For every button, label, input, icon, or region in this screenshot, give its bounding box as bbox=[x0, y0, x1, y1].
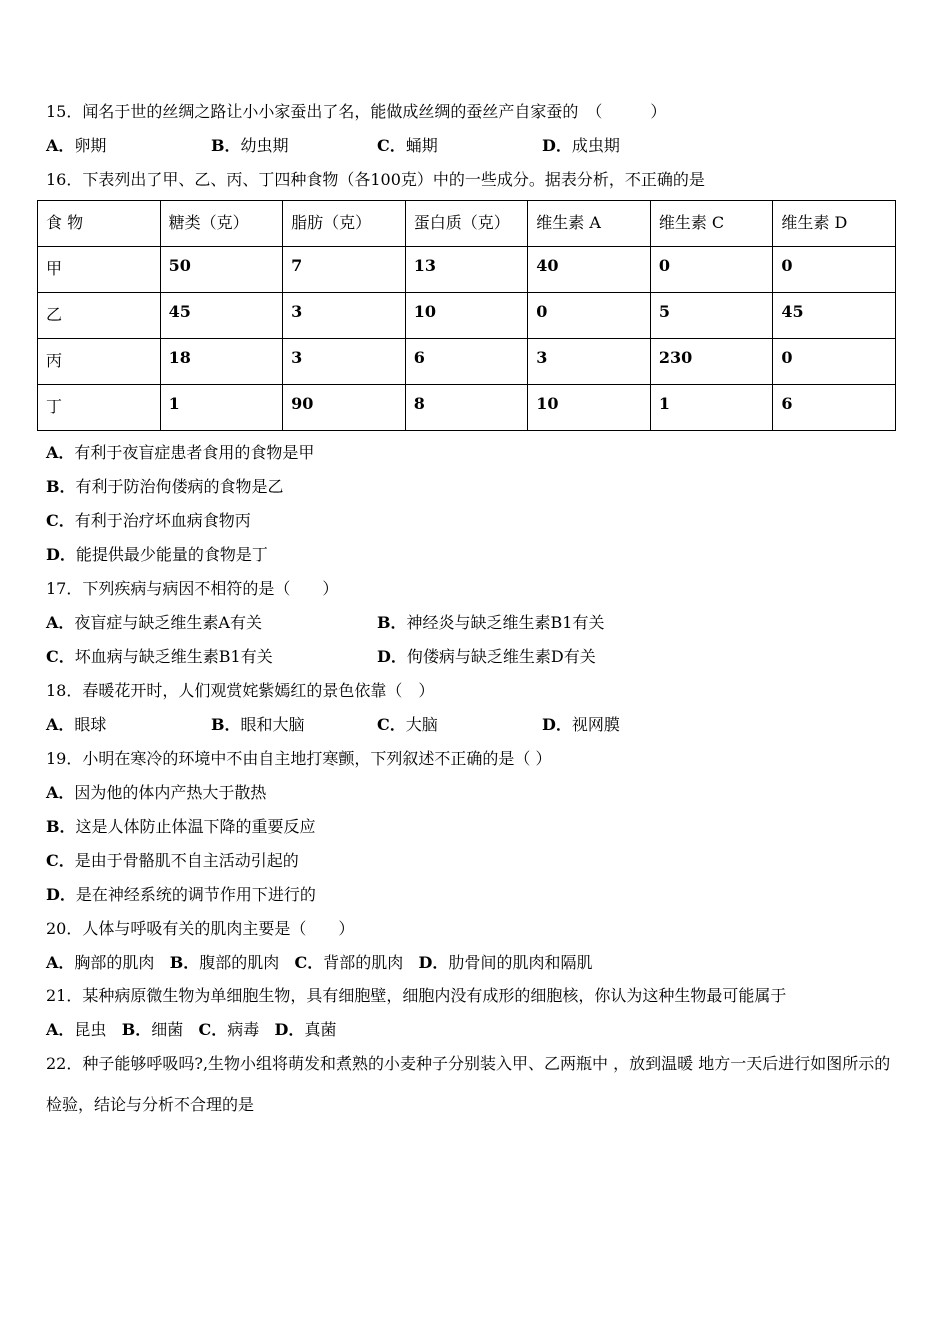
question-15-stem: 15．闻名于世的丝绸之路让小小家蚕出了名，能做成丝绸的蚕丝产自家蚕的 （ ） bbox=[46, 102, 667, 121]
q17-option-b bbox=[377, 613, 604, 633]
option-label: B． bbox=[211, 136, 241, 155]
option-label: C． bbox=[294, 953, 324, 972]
table-header-cell: 维生素 A bbox=[528, 201, 651, 247]
option-label: A． bbox=[46, 613, 75, 632]
option-text: 胸部的肌肉 bbox=[74, 953, 155, 972]
q15-option-a bbox=[46, 136, 106, 156]
option-label: A． bbox=[46, 783, 75, 802]
option-label: A． bbox=[46, 1020, 75, 1039]
question-22-stem: 22．种子能够呼吸吗?,生物小组将萌发和煮熟的小麦种子分别装入甲、乙两瓶中 ，放到温暖 地方一天后进行如图所示的检验，结论与分析不合理的是 bbox=[46, 1054, 891, 1114]
option-text: 幼虫期 bbox=[240, 136, 289, 155]
option-text: 是在神经系统的调节作用下进行的 bbox=[75, 885, 316, 904]
table-cell: 5 bbox=[650, 293, 773, 339]
q15-option-b bbox=[211, 136, 289, 156]
question-19-stem: 19．小明在寒冷的环境中不由自主地打寒颤，下列叙述不正确的是（ ） bbox=[46, 749, 552, 768]
table-cell: 1 bbox=[650, 385, 773, 431]
option-label: B． bbox=[211, 715, 241, 734]
option-text: 这是人体防止体温下降的重要反应 bbox=[75, 817, 316, 836]
option-text: 佝偻病与缺乏维生素D有关 bbox=[406, 647, 596, 666]
q18-option-d bbox=[542, 715, 620, 735]
table-header-cell: 蛋白质（克） bbox=[405, 201, 528, 247]
table-cell: 10 bbox=[528, 385, 651, 431]
option-text: 因为他的体内产热大于散热 bbox=[74, 783, 267, 802]
table-cell: 6 bbox=[405, 339, 528, 385]
table-cell: 3 bbox=[528, 339, 651, 385]
table-row bbox=[38, 385, 896, 431]
table-cell: 7 bbox=[283, 247, 406, 293]
option-label: D． bbox=[377, 647, 407, 666]
option-text: 坏血病与缺乏维生素B1有关 bbox=[74, 647, 273, 666]
table-cell: 1 bbox=[160, 385, 283, 431]
table-cell: 10 bbox=[405, 293, 528, 339]
table-cell: 90 bbox=[283, 385, 406, 431]
table-cell: 18 bbox=[160, 339, 283, 385]
option-text: 真菌 bbox=[304, 1020, 337, 1039]
table-row bbox=[38, 247, 896, 293]
option-label: D． bbox=[542, 715, 572, 734]
option-text: 大脑 bbox=[405, 715, 438, 734]
table-header-cell: 食 物 bbox=[38, 201, 161, 247]
table-cell: 45 bbox=[773, 293, 896, 339]
table-header-row bbox=[38, 201, 896, 247]
q21-options-row bbox=[46, 1020, 336, 1040]
q16-option-b bbox=[46, 477, 284, 497]
table-cell: 0 bbox=[773, 247, 896, 293]
q19-option-b bbox=[46, 817, 316, 837]
option-text: 病毒 bbox=[227, 1020, 260, 1039]
table-header-cell: 脂肪（克） bbox=[283, 201, 406, 247]
option-label: B． bbox=[121, 1020, 152, 1039]
option-label: D． bbox=[418, 953, 449, 972]
table-header-cell: 维生素 C bbox=[650, 201, 773, 247]
table-row bbox=[38, 339, 896, 385]
option-text: 腹部的肌肉 bbox=[199, 953, 280, 972]
table-cell: 3 bbox=[283, 339, 406, 385]
option-text: 视网膜 bbox=[571, 715, 620, 734]
question-21-stem: 21．某种病原微生物为单细胞生物，具有细胞壁，细胞内没有成形的细胞核，你认为这种生物最可能属于 bbox=[46, 986, 787, 1005]
q16-option-d bbox=[46, 545, 268, 565]
option-text: 细菌 bbox=[151, 1020, 184, 1039]
option-text: 昆虫 bbox=[74, 1020, 107, 1039]
nutrition-table bbox=[37, 200, 896, 431]
option-text: 是由于骨骼肌不自主活动引起的 bbox=[74, 851, 299, 870]
option-label: C． bbox=[198, 1020, 228, 1039]
q19-option-d bbox=[46, 885, 316, 905]
option-text: 神经炎与缺乏维生素B1有关 bbox=[406, 613, 605, 632]
q19-option-a bbox=[46, 783, 266, 803]
option-text: 肋骨间的肌肉和隔肌 bbox=[448, 953, 593, 972]
option-text: 夜盲症与缺乏维生素A有关 bbox=[74, 613, 262, 632]
table-cell: 3 bbox=[283, 293, 406, 339]
table-cell: 6 bbox=[773, 385, 896, 431]
option-label: D． bbox=[46, 545, 76, 564]
option-text: 蛹期 bbox=[405, 136, 438, 155]
q16-option-a bbox=[46, 443, 314, 463]
option-label: A． bbox=[46, 443, 75, 462]
option-text: 有利于夜盲症患者食用的食物是甲 bbox=[74, 443, 315, 462]
option-label: C． bbox=[46, 851, 75, 870]
option-label: A． bbox=[46, 715, 75, 734]
q19-option-c bbox=[46, 851, 299, 871]
option-text: 眼和大脑 bbox=[240, 715, 305, 734]
table-cell: 0 bbox=[528, 293, 651, 339]
table-cell: 230 bbox=[650, 339, 773, 385]
q18-option-b bbox=[211, 715, 305, 735]
table-cell: 甲 bbox=[38, 247, 161, 293]
q18-option-a bbox=[46, 715, 106, 735]
option-label: B． bbox=[377, 613, 407, 632]
question-18-stem: 18．春暖花开时，人们观赏姹紫嫣红的景色依靠（ ） bbox=[46, 681, 435, 700]
option-text: 背部的肌肉 bbox=[323, 953, 404, 972]
table-cell: 0 bbox=[773, 339, 896, 385]
q17-option-c bbox=[46, 647, 273, 667]
q15-option-c bbox=[377, 136, 438, 156]
q20-options-row bbox=[46, 953, 592, 973]
table-cell: 45 bbox=[160, 293, 283, 339]
table-cell: 0 bbox=[650, 247, 773, 293]
table-cell: 13 bbox=[405, 247, 528, 293]
option-text: 成虫期 bbox=[571, 136, 620, 155]
option-label: D． bbox=[46, 885, 76, 904]
q18-option-c bbox=[377, 715, 438, 735]
table-header-cell: 维生素 D bbox=[773, 201, 896, 247]
option-text: 卵期 bbox=[74, 136, 107, 155]
option-label: B． bbox=[46, 817, 76, 836]
option-text: 有利于防治佝偻病的食物是乙 bbox=[75, 477, 284, 496]
option-label: D． bbox=[274, 1020, 305, 1039]
q15-option-d bbox=[542, 136, 620, 156]
option-label: C． bbox=[377, 136, 406, 155]
option-label: A． bbox=[46, 136, 75, 155]
table-cell: 8 bbox=[405, 385, 528, 431]
question-17-stem: 17．下列疾病与病因不相符的是（ ） bbox=[46, 579, 339, 598]
q17-option-a bbox=[46, 613, 262, 633]
table-cell: 丙 bbox=[38, 339, 161, 385]
option-label: D． bbox=[542, 136, 572, 155]
q17-option-d bbox=[377, 647, 596, 667]
option-label: C． bbox=[46, 511, 75, 530]
option-label: A． bbox=[46, 953, 75, 972]
option-text: 眼球 bbox=[74, 715, 107, 734]
option-label: B． bbox=[46, 477, 76, 496]
question-20-stem: 20．人体与呼吸有关的肌肉主要是（ ） bbox=[46, 919, 355, 938]
table-cell: 50 bbox=[160, 247, 283, 293]
table-row bbox=[38, 293, 896, 339]
table-cell: 丁 bbox=[38, 385, 161, 431]
table-cell: 乙 bbox=[38, 293, 161, 339]
option-text: 有利于治疗坏血病食物丙 bbox=[74, 511, 251, 530]
table-cell: 40 bbox=[528, 247, 651, 293]
table-header-cell: 糖类（克） bbox=[160, 201, 283, 247]
option-label: B． bbox=[169, 953, 200, 972]
option-label: C． bbox=[46, 647, 75, 666]
question-16-stem: 16．下表列出了甲、乙、丙、丁四种食物（各100克）中的一些成分。据表分析，不正确的是 bbox=[46, 170, 705, 189]
option-label: C． bbox=[377, 715, 406, 734]
option-text: 能提供最少能量的食物是丁 bbox=[75, 545, 268, 564]
q16-option-c bbox=[46, 511, 251, 531]
